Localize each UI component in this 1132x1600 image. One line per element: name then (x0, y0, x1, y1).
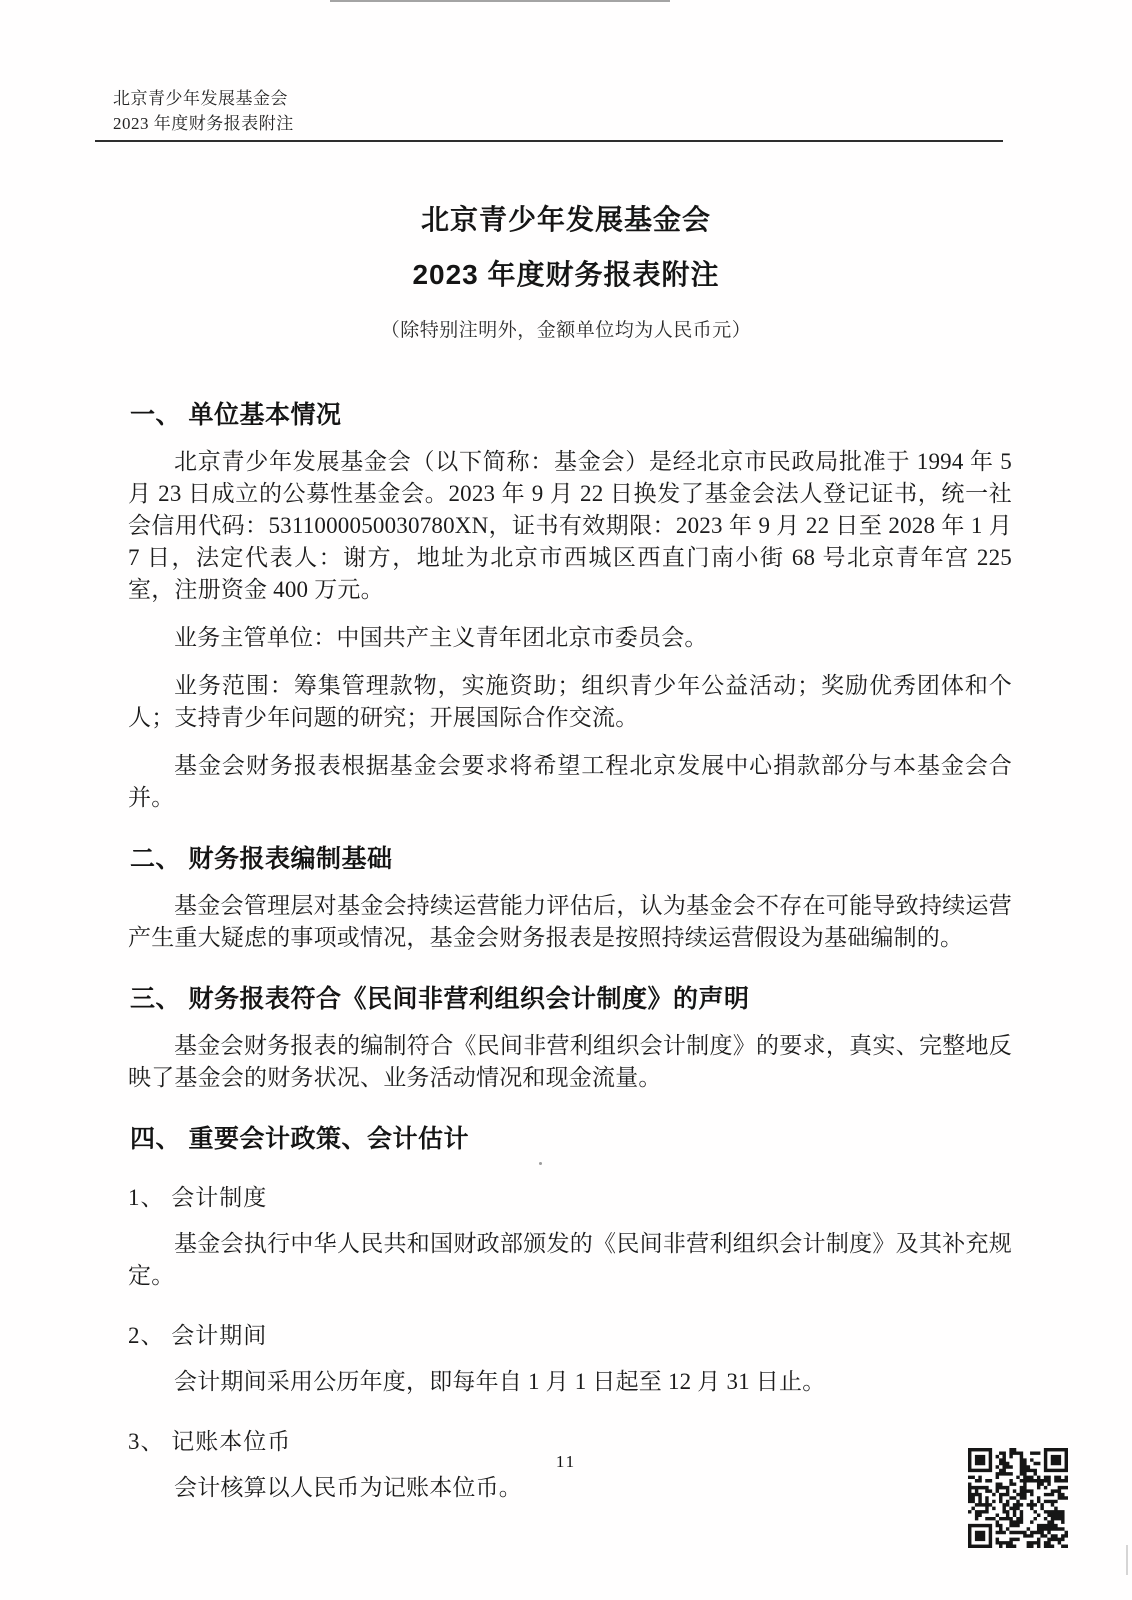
scan-artifact-top (330, 0, 670, 2)
page-header (113, 86, 1023, 136)
scan-artifact-right (1126, 1545, 1128, 1575)
section-2-paragraph: 基金会管理层对基金会持续运营能力评估后，认为基金会不存在可能导致持续运营产生重大疑虑的事项或情况，基金会财务报表是按照持续运营假设为基础编制的。 (128, 893, 1012, 950)
section-1-paragraph: 基金会财务报表根据基金会要求将希望工程北京发展中心捐款部分与本基金会合并。 (128, 753, 1012, 810)
qr-code-icon (968, 1448, 1068, 1548)
doc-title-report: 2023 年度财务报表附注 (412, 259, 720, 290)
section-1-paragraph: 北京青少年发展基金会（以下简称：基金会）是经北京市民政局批准于 1994 年 5 月 23 日成立的公募性基金会。2023 年 9 月 22 日换发了基金会法人登记证书，统一社会信用代码：5311000050030780XN，证书有效期限：2023 年 9 月 22 日至 2028 年 1 月 7 日，法定代表人：谢方，地址为北京市西城区西直门南小街 68 号北京青年宫 225 室，注册资金 400 万元。 (128, 449, 1012, 602)
header-doc-subtitle: 2023 年度财务报表附注 (113, 114, 294, 133)
subsection-2-heading: 2、 会计期间 (128, 1323, 268, 1348)
document-body (128, 400, 1012, 1520)
subsection-1-paragraph: 基金会执行中华人民共和国财政部颁发的《民间非营利组织会计制度》及其补充规定。 (128, 1231, 1012, 1288)
title-block (0, 205, 1132, 342)
section-3-heading: 三、 财务报表符合《民间非营利组织会计制度》的声明 (130, 985, 750, 1013)
header-org-name: 北京青少年发展基金会 (113, 89, 288, 108)
section-3-paragraph: 基金会财务报表的编制符合《民间非营利组织会计制度》的要求，真实、完整地反映了基金会的财务状况、业务活动情况和现金流量。 (128, 1033, 1012, 1090)
subsection-1-heading: 1、 会计制度 (128, 1185, 268, 1210)
subsection-3-paragraph: 会计核算以人民币为记账本位币。 (174, 1475, 522, 1500)
doc-title-org: 北京青少年发展基金会 (420, 204, 711, 235)
page-number: 11 (555, 1452, 577, 1471)
section-1-paragraph: 业务范围：筹集管理款物，实施资助；组织青少年公益活动；奖励优秀团体和个人；支持青少年问题的研究；开展国际合作交流。 (128, 673, 1012, 730)
doc-title-note: （除特别注明外，金额单位均为人民币元） (380, 320, 752, 341)
section-2-heading: 二、 财务报表编制基础 (130, 845, 393, 873)
header-rule (95, 140, 1003, 142)
subsection-2-paragraph: 会计期间采用公历年度，即每年自 1 月 1 日起至 12 月 31 日止。 (174, 1369, 826, 1394)
section-4-heading: 四、 重要会计政策、会计估计 (130, 1125, 469, 1153)
subsection-3-heading: 3、 记账本位币 (128, 1429, 292, 1454)
section-1-heading: 一、 单位基本情况 (130, 401, 342, 429)
section-1-paragraph: 业务主管单位：中国共产主义青年团北京市委员会。 (174, 625, 708, 650)
